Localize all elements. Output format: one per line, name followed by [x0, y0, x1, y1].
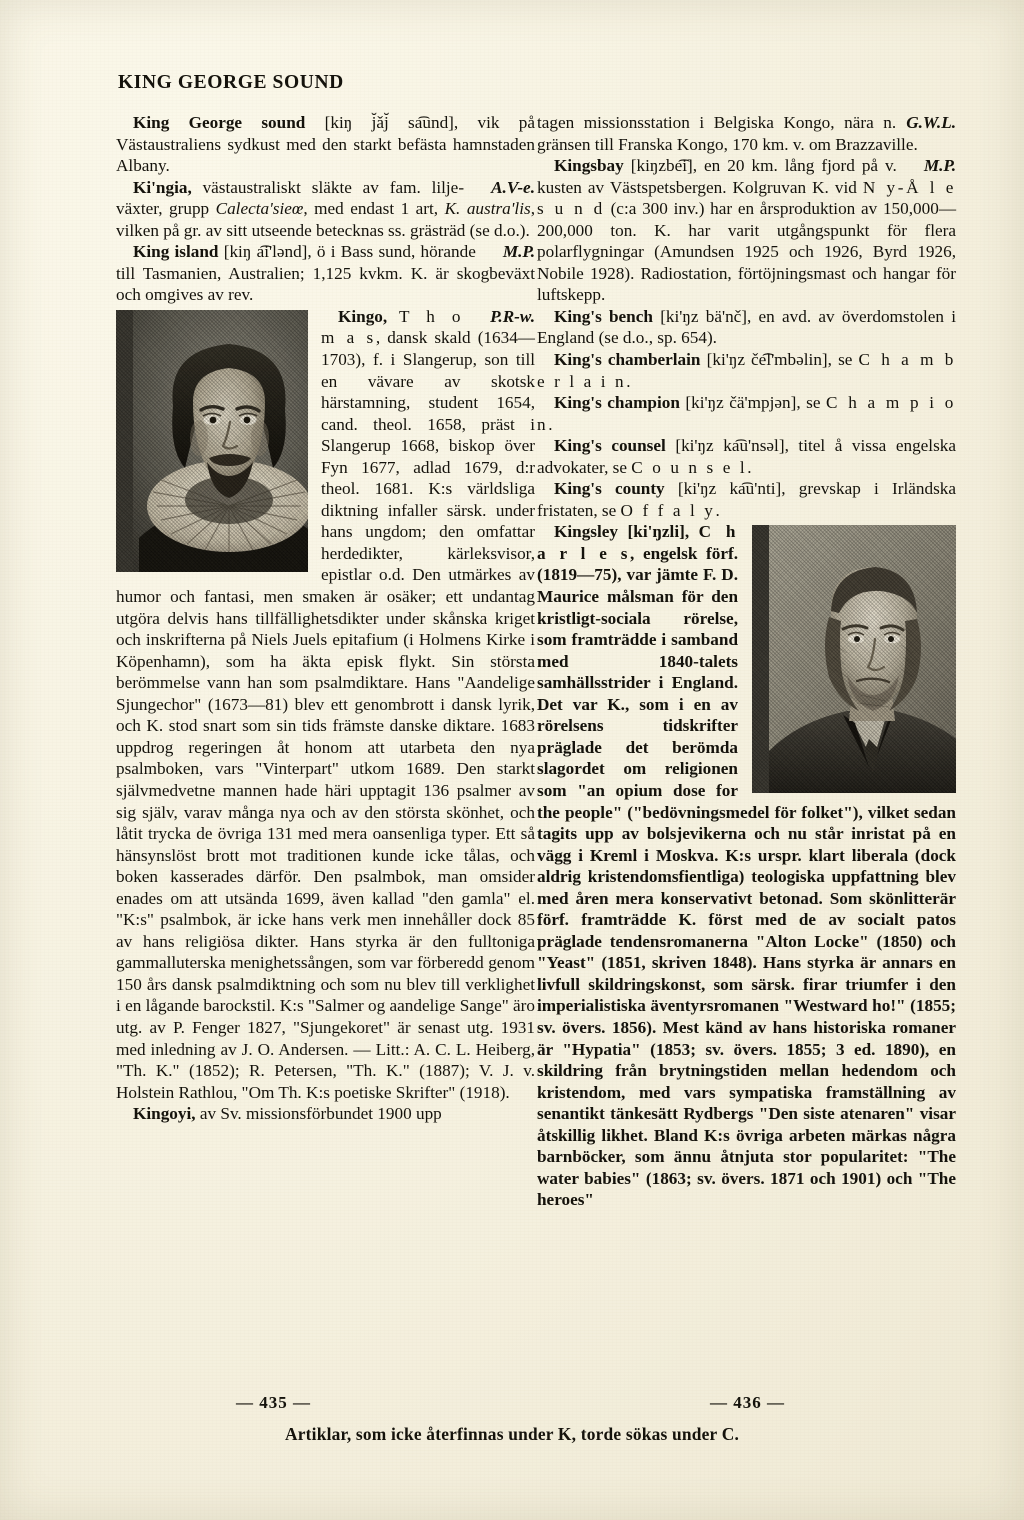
entry-body-post: (c:a 300 inv.) har en årsproduktion av 150,000—200,000 ton. K. har varit utgångspunkt för flera polarflygningar (Amundsen 1925 och 1926, Byrd 1926, Nobile 1928). Radiostation, förtöjningsmast och hangar för luftskepp.	[537, 199, 957, 305]
entry-body: tagen missionsstation i Belgiska Kongo, nära n. gränsen till Franska Kongo, 170 km. v. om Brazzaville.	[537, 113, 918, 154]
pronunciation: [ki'ŋz če͡l'mbəlin]	[706, 350, 828, 370]
entry-body-post: .	[626, 371, 631, 391]
entry-kingsbay	[537, 155, 956, 306]
entry-kings-bench	[537, 306, 956, 349]
pronunciation: [ki'ŋz čä'mpjən]	[685, 393, 797, 413]
folio-left: — 435 —	[236, 1393, 311, 1412]
entry-body-pre: västaustraliskt släkte av fam. liljeväxter, grupp	[116, 177, 465, 219]
halftone-image-thomas-kingo	[116, 310, 308, 572]
entry-body: av Sv. missionsförbundet 1900 upp	[195, 1104, 442, 1124]
entry-kingia	[116, 177, 535, 242]
entry-body: , vik på Västaustraliens sydkust med den starkt befästa hamnstaden Albany.	[116, 113, 536, 176]
entry-kingoyi-continuation	[537, 112, 956, 155]
headword: Kingsley	[554, 522, 618, 542]
headword: King's county	[554, 479, 665, 499]
headword: Kingsbay	[554, 156, 624, 176]
right-column	[537, 112, 956, 1211]
entry-king-island	[116, 241, 535, 306]
headword: King's bench	[554, 306, 653, 326]
entry-body-pre: , titel å vissa engelska advokater, se	[537, 436, 956, 477]
given-name: C h a r l e s	[537, 522, 738, 563]
entry-kings-counsel	[537, 435, 956, 478]
left-column	[116, 112, 535, 1125]
portrait-charles-kingsley	[752, 525, 956, 793]
page-footnote: Artiklar, som icke återfinnas under K, torde sökas under C.	[285, 1424, 739, 1444]
given-name: T h o m a s	[321, 306, 464, 348]
cross-reference: O f f a l y	[620, 500, 716, 520]
pronunciation: [ki'ŋz ka͡u'nsəl]	[675, 436, 785, 456]
latin-species-name: K. austra'lis	[444, 199, 531, 219]
halftone-screen	[116, 310, 308, 572]
pronunciation: [ki'ŋz ka͡u'nti]	[677, 479, 782, 499]
pronunciation: [kiŋ j̆ǎj̆ sa͡und]	[324, 113, 454, 132]
headword: King's counsel	[554, 436, 666, 456]
entry-king-george-sound	[116, 112, 535, 177]
pronunciation: [kiŋ a͡i'lənd]	[223, 242, 308, 262]
cross-reference: C h a m p i o n	[537, 393, 956, 434]
running-head: KING GEORGE SOUND	[118, 72, 344, 93]
place-name: N y-Å l e s u n d	[537, 177, 956, 219]
entry-body: , ö i Bass sund, hörande till Tasmanien, Australien; 1,125 kvkm. K. är skogbeväxt och omgives av rev.	[116, 242, 535, 305]
pronunciation: [ki'ŋzli]	[627, 522, 685, 542]
entry-kingoyi	[116, 1103, 535, 1125]
headword: King's chamberlain	[554, 350, 701, 370]
folio-right: — 436 —	[710, 1393, 785, 1412]
author-signature: P.R-w.	[490, 306, 535, 326]
entry-kingsley: Kingsley [ki'ŋzli], C h a r l e s, engelsk förf. (1819—75), var jämte F. D. Maurice målsman för den kristligt-sociala rörelse, som framträdde i samband med 1840-talets samhällsstrider i England. Det var K., som i en av rörelsens tidskrifter präglade det berömda slagordet om religionen som "an opium dose for the people" ("bedövningsmedel för folket"), vilket sedan tagits upp av bolsjevikerna och nu står inristat på en vägg i Kreml i Moskva. K:s urspr. klart liberala (dock aldrig kristendomsfientliga) teologiska uppfattning blev med åren mera konservativt betonad. Som skönlitterär förf. framträdde K. först med de av socialt patos präglade tendensromanerna "Alton Locke" (1850) och "Yeast" (1851, skriven 1848). Hans styrka är annars en livfull skildringskonst, som särsk. firar triumfer i den imperialistiska äventyrsromanen "Westward ho!" (1855; sv. övers. 1856). Mest känd av hans historiska romaner är "Hypatia" (1853; sv. övers. 1855; 3 ed. 1890), en skildring från brytningstiden mellan hedendom och kristendom, med vars sympatiska framställning av senantikt tänkesätt Rydbergs "Den siste atenaren" visar åtskillig likhet. Bland K:s övriga arbeten märkas några barnböcker, som ännu åtnjuta stor popularitet: "The water babies" (1863; sv. övers. 1871 och 1901) och "The heroes"	[537, 521, 956, 1211]
entry-body-mid: , med endast 1 art,	[303, 199, 445, 219]
cross-reference: C h a m b e r l a i n	[537, 350, 956, 391]
headword: Kingoyi,	[133, 1104, 196, 1124]
entry-body-post: , vilken på gr. av sitt utseende betecknas ss. grästräd (se d.o.).	[116, 199, 535, 240]
halftone-screen	[752, 525, 956, 793]
entry-body-pre: , en 20 km. lång fjord på v. kusten av Västspetsbergen. Kolgruvan K. vid	[537, 156, 897, 197]
entry-body-pre: , se	[796, 393, 826, 413]
cross-reference: C o u n s e l	[631, 457, 748, 477]
headword: Ki'ngia,	[133, 177, 192, 197]
entry-kings-champion	[537, 392, 956, 435]
author-signature: M.P.	[502, 242, 535, 262]
headword: King's champion	[554, 393, 680, 413]
halftone-image-charles-kingsley	[752, 525, 956, 793]
entry-body-post: .	[715, 500, 720, 520]
headword: King island	[133, 242, 219, 262]
entry-body: , en avd. av överdomstolen i England (se d.o., sp. 654).	[537, 306, 956, 348]
pronunciation: [kiŋzbe͡i]	[630, 156, 693, 176]
entry-body-pre: , se	[827, 350, 859, 370]
entry-body: , engelsk förf. (1819—75), var jämte F. D. Maurice målsman för den kristligt-sociala rörelse, som framträdde i samband med 1840-talets samhällsstrider i England. Det var K., som i en av rörelsens tidskrifter präglade det berömda slagordet om religionen som "an opium dose for the people" ("bedövningsmedel för folket"), vilket sedan tagits upp av bolsjevikerna och nu står inristat på en vägg i Kreml i Moskva. K:s urspr. klart liberala (dock aldrig kristendomsfientliga) teologiska uppfattning blev med åren mera konservativt betonad. Som skönlitterär förf. framträdde K. först med de av socialt patos präglade tendensromanerna "Alton Locke" (1850) och "Yeast" (1851, skriven 1848). Hans styrka är annars en livfull skildringskonst, som särsk. firar triumfer i den imperialistiska äventyrsromanen "Westward ho!" (1855; sv. övers. 1856). Mest känd av hans historiska romaner är "Hypatia" (1853; sv. övers. 1855; 3 ed. 1890), en skildring från brytningstiden mellan hedendom och kristendom, med vars sympatiska framställning av senantikt tänkesätt Rydbergs "Den siste atenaren" visar åtskillig likhet. Bland K:s övriga arbeten märkas några barnböcker, som ännu åtnjuta stor popularitet: "The water babies" (1863; sv. övers. 1871 och 1901) och "The heroes"	[537, 543, 956, 1210]
latin-group-name: Calecta'sieœ	[215, 199, 304, 219]
entry-body: , dansk skald (1634—1703), f. i Slangerup, son till en vävare av skotsk härstamning, student 1654, cand. theol. 1658, präst i Slangerup 1668, biskop över Fyn 1677, adlad 1679, d:r theol. 1681. K:s världsliga diktning infaller särsk. under hans ungdom; den omfattar herdedikter, kärleksvisor, epistlar o.d. Den utmärkes av humor och fantasi, men smaken är osäker; ett undantag utgöra delvis hans tillfällighetsdikter under skånska kriget och inskrifterna på Niels Juels epitafium (i Holmens Kirke i Köpenhamn), som ha äkta episk flykt. Sin största berömmelse vann han som psalmdiktare. Hans "Aandelige Sjungechor" (1673—81) blev ett genombrott i dansk lyrik, och K. stod snart som sin tids främste danske diktare. 1683 uppdrog regeringen åt honom att utarbeta den nya psalmboken, vars "Vinterpart" utkom 1689. Den starkt självmedvetne mannen hade häri upptagit 136 psalmer av sig själv, varav många nya och av den största skönhet, och låtit trycka de övriga 131 med mera oansenliga typer. Ett så hänsynslöst brott mot traditionen kunde icke tålas, och boken kasserades därför. Den psalmbok, man omsider enades om att utsända 1699, även kallad "den gamla" el. "K:s" psalmbok, är icke hans verk men innehåller dock 85 av hans religiösa dikter. Hans styrka är den fulltoniga gammalluterska menighetssången, som var förberedd genom 150 års dansk psalmdiktning och som nu blev till verklighet i en lågande barockstil. K:s "Salmer og aandelige Sange" äro utg. av P. Fenger 1827, "Sjungekoret" är senast utg. 1931 med inledning av J. O. Andersen. — Litt.: A. C. L. Heiberg, "Th. K." (1852); R. Petersen, "Th. K." (1887); V. J. v. Holstein Rathlou, "Om Th. K:s poetiske Skrifter" (1918).	[116, 328, 535, 1102]
entry-kings-chamberlain	[537, 349, 956, 392]
portrait-thomas-kingo	[116, 310, 308, 572]
pronunciation: [ki'ŋz bä'nč]	[660, 306, 748, 326]
entry-body-post: .	[548, 414, 553, 434]
entry-body-pre: , grevskap i Irländska fristaten, se	[537, 479, 956, 520]
headword: King George sound	[133, 113, 306, 132]
headword: Kingo,	[338, 306, 388, 326]
entry-kingo	[116, 306, 535, 1103]
entry-kings-county	[537, 478, 956, 521]
author-signature: M.P.	[923, 156, 956, 176]
entry-body-post: .	[747, 457, 752, 477]
author-signature: G.W.L.	[906, 113, 956, 132]
author-signature: A.V-e.	[491, 177, 535, 197]
